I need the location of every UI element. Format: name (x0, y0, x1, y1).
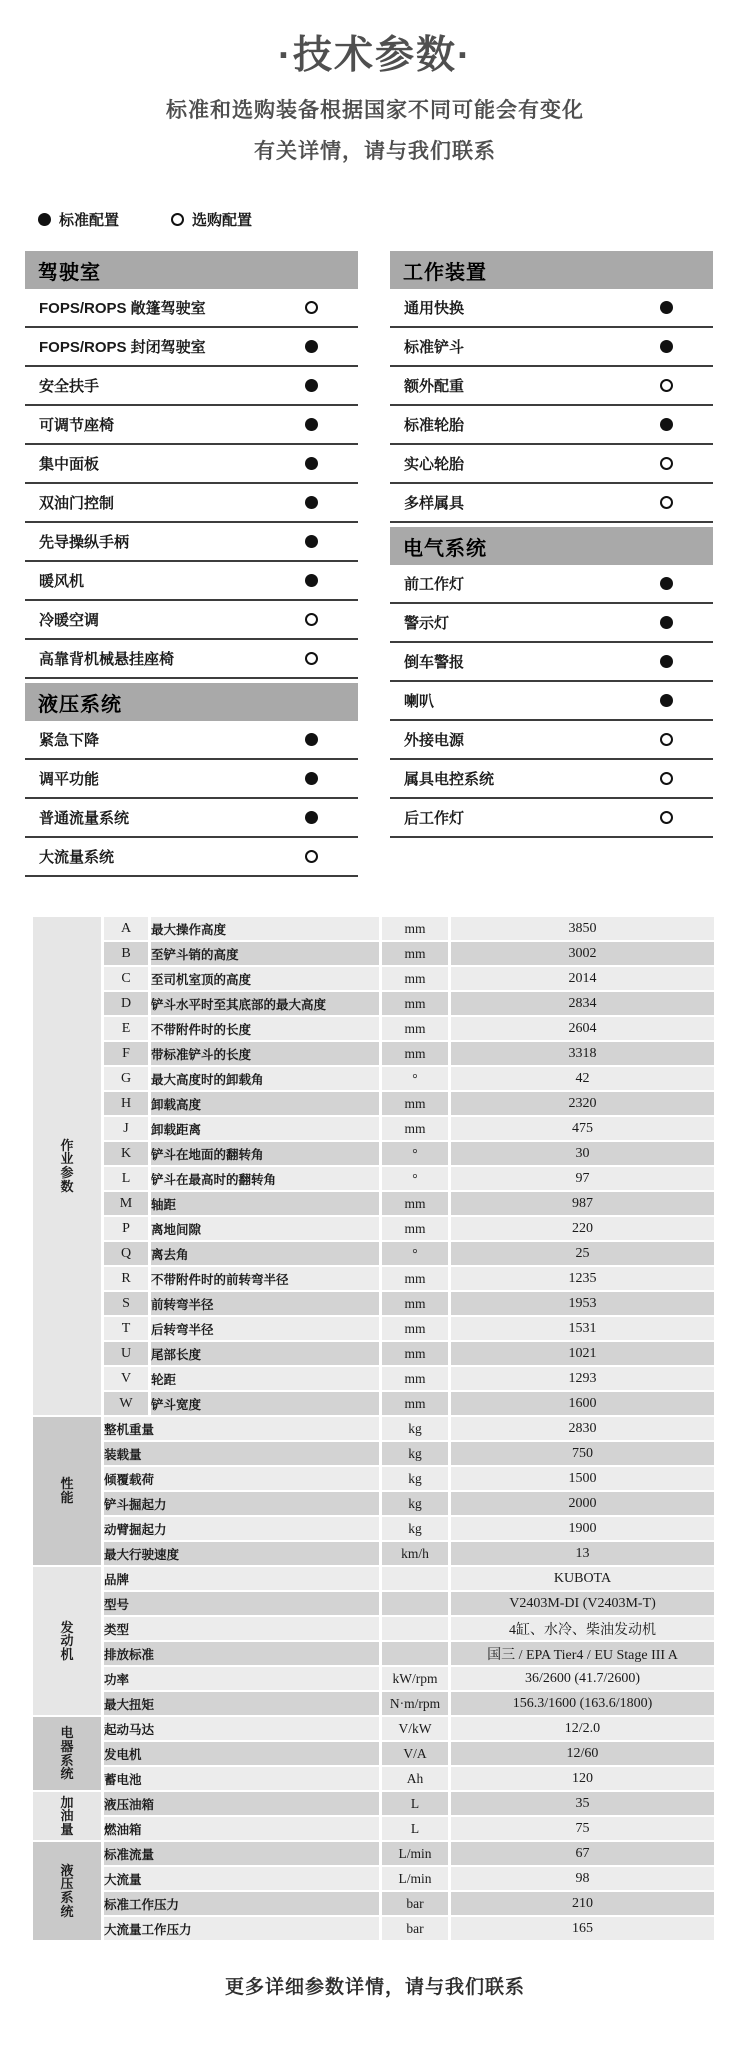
spec-unit: bar (382, 1917, 448, 1940)
config-row (390, 760, 713, 799)
spec-value: 98 (451, 1867, 714, 1890)
spec-unit: mm (382, 1042, 448, 1065)
spec-value: 165 (451, 1917, 714, 1940)
config-row (25, 445, 358, 484)
empty-circle-icon (171, 213, 184, 226)
config-item-label: FOPS/ROPS 封闭驾驶室 (39, 339, 206, 356)
spec-row (33, 1192, 714, 1215)
spec-dimension-letter: F (104, 1042, 148, 1065)
spec-row (33, 1017, 714, 1040)
spec-row (33, 1492, 714, 1515)
spec-value: 30 (451, 1142, 714, 1165)
spec-item-label: 最大扭矩 (104, 1692, 379, 1715)
spec-item-label: 最大高度时的卸载角 (151, 1067, 379, 1090)
spec-value: 12/2.0 (451, 1717, 714, 1740)
spec-value: 25 (451, 1242, 714, 1265)
spec-value: 67 (451, 1842, 714, 1865)
filled-circle-icon (660, 694, 673, 707)
spec-item-label: 至司机室顶的高度 (151, 967, 379, 990)
empty-circle-icon (305, 850, 318, 863)
spec-value: 3002 (451, 942, 714, 965)
config-item-label: 倒车警报 (404, 654, 465, 671)
spec-dimension-letter: B (104, 942, 148, 965)
spec-unit: L (382, 1817, 448, 1840)
spec-item-label: 排放标准 (104, 1642, 379, 1665)
spec-dimension-letter: H (104, 1092, 148, 1115)
spec-item-label: 不带附件时的长度 (151, 1017, 379, 1040)
spec-category-label: 发 动 机 (33, 1567, 101, 1715)
config-row (25, 799, 358, 838)
config-row (25, 760, 358, 799)
spec-value: 35 (451, 1792, 714, 1815)
spec-dimension-letter: D (104, 992, 148, 1015)
config-row (390, 799, 713, 838)
filled-circle-icon (305, 733, 318, 746)
spec-row (33, 967, 714, 990)
config-row (25, 640, 358, 679)
spec-unit: mm (382, 1217, 448, 1240)
spec-dimension-letter: V (104, 1367, 148, 1390)
config-item-label: 可调节座椅 (39, 417, 115, 434)
spec-value: 1293 (451, 1367, 714, 1390)
spec-unit: V/A (382, 1742, 448, 1765)
spec-item-label: 铲斗水平时至其底部的最大高度 (151, 992, 379, 1015)
spec-value: 1953 (451, 1292, 714, 1315)
config-section-header: 驾驶室 (25, 251, 358, 289)
spec-value: 2834 (451, 992, 714, 1015)
spec-row (33, 1792, 714, 1815)
config-section (25, 251, 358, 679)
spec-item-label: 前转弯半径 (151, 1292, 379, 1315)
spec-item-label: 带标准铲斗的长度 (151, 1042, 379, 1065)
spec-unit: N·m/rpm (382, 1692, 448, 1715)
spec-row (33, 917, 714, 940)
spec-row (33, 942, 714, 965)
spec-row (33, 1892, 714, 1915)
config-item-label: 高靠背机械悬挂座椅 (39, 651, 175, 668)
filled-circle-icon (305, 457, 318, 470)
config-row (390, 367, 713, 406)
spec-item-label: 发电机 (104, 1742, 379, 1765)
spec-row (33, 1542, 714, 1565)
spec-item-label: 卸载高度 (151, 1092, 379, 1115)
spec-unit: mm (382, 1342, 448, 1365)
spec-row (33, 1342, 714, 1365)
config-row (390, 484, 713, 523)
spec-row (33, 1592, 714, 1615)
spec-unit: L (382, 1792, 448, 1815)
spec-category-label: 性 能 (33, 1417, 101, 1565)
spec-dimension-letter: K (104, 1142, 148, 1165)
spec-unit: Ah (382, 1767, 448, 1790)
spec-dimension-letter: M (104, 1192, 148, 1215)
config-item-label: 标准铲斗 (404, 339, 465, 356)
filled-circle-icon (305, 379, 318, 392)
filled-circle-icon (38, 213, 51, 226)
legend (38, 209, 750, 230)
spec-item-label: 铲斗宽度 (151, 1392, 379, 1415)
config-item-label: 属具电控系统 (404, 771, 495, 788)
spec-row (33, 1392, 714, 1415)
spec-item-label: 铲斗掘起力 (104, 1492, 379, 1515)
spec-table (30, 915, 717, 1942)
filled-circle-icon (305, 340, 318, 353)
spec-value: 2320 (451, 1092, 714, 1115)
config-column-right (390, 251, 713, 877)
spec-row (33, 1517, 714, 1540)
spec-value: 1600 (451, 1392, 714, 1415)
empty-circle-icon (660, 379, 673, 392)
config-section-header: 电气系统 (390, 527, 713, 565)
spec-row (33, 1917, 714, 1940)
spec-item-label: 大流量 (104, 1867, 379, 1890)
spec-unit: mm (382, 1117, 448, 1140)
spec-unit: ° (382, 1242, 448, 1265)
spec-value: 987 (451, 1192, 714, 1215)
spec-value: 2604 (451, 1017, 714, 1040)
spec-row (33, 1742, 714, 1765)
spec-item-label: 铲斗在地面的翻转角 (151, 1142, 379, 1165)
spec-category-label: 电 器 系 统 (33, 1717, 101, 1790)
config-columns (25, 251, 750, 877)
spec-unit: L/min (382, 1867, 448, 1890)
spec-value: 210 (451, 1892, 714, 1915)
subtitle-line-1: 标准和选购装备根据国家不同可能会有变化 (166, 99, 584, 122)
spec-unit: kW/rpm (382, 1667, 448, 1690)
config-item-label: 紧急下降 (39, 732, 100, 749)
spec-value: 120 (451, 1767, 714, 1790)
config-item-label: 先导操纵手柄 (39, 534, 130, 551)
spec-category-label: 液 压 系 统 (33, 1842, 101, 1940)
filled-circle-icon (660, 340, 673, 353)
spec-row (33, 1067, 714, 1090)
legend-standard (38, 209, 119, 230)
spec-row (33, 1267, 714, 1290)
legend-optional-label: 选购配置 (192, 212, 253, 229)
spec-unit: mm (382, 1267, 448, 1290)
spec-item-label: 不带附件时的前转弯半径 (151, 1267, 379, 1290)
spec-item-label: 至铲斗销的高度 (151, 942, 379, 965)
spec-unit: V/kW (382, 1717, 448, 1740)
spec-value: 4缸、水冷、柴油发动机 (451, 1617, 714, 1640)
config-row (25, 523, 358, 562)
spec-unit: ° (382, 1167, 448, 1190)
filled-circle-icon (660, 616, 673, 629)
config-item-label: 集中面板 (39, 456, 100, 473)
empty-circle-icon (660, 496, 673, 509)
spec-dimension-letter: W (104, 1392, 148, 1415)
spec-row (33, 1767, 714, 1790)
footer-note: 更多详细参数详情，请与我们联系 (224, 1977, 525, 1998)
spec-item-label: 功率 (104, 1667, 379, 1690)
spec-unit: ° (382, 1067, 448, 1090)
spec-item-label: 装载量 (104, 1442, 379, 1465)
spec-unit (382, 1642, 448, 1665)
filled-circle-icon (305, 418, 318, 431)
spec-unit: mm (382, 1367, 448, 1390)
spec-row (33, 1242, 714, 1265)
spec-dimension-letter: L (104, 1167, 148, 1190)
spec-row (33, 1117, 714, 1140)
config-item-label: 标准轮胎 (404, 417, 465, 434)
spec-unit: mm (382, 1392, 448, 1415)
spec-unit: km/h (382, 1542, 448, 1565)
filled-circle-icon (305, 772, 318, 785)
spec-value: 36/2600 (41.7/2600) (451, 1667, 714, 1690)
spec-item-label: 液压油箱 (104, 1792, 379, 1815)
spec-category-label: 作 业 参 数 (33, 917, 101, 1415)
config-row (390, 406, 713, 445)
spec-unit: mm (382, 992, 448, 1015)
config-row (25, 328, 358, 367)
spec-item-label: 轴距 (151, 1192, 379, 1215)
spec-unit: mm (382, 1092, 448, 1115)
spec-unit: mm (382, 917, 448, 940)
filled-circle-icon (660, 301, 673, 314)
spec-value: 2830 (451, 1417, 714, 1440)
empty-circle-icon (660, 772, 673, 785)
spec-row (33, 1142, 714, 1165)
spec-value: 12/60 (451, 1742, 714, 1765)
spec-row (33, 1467, 714, 1490)
spec-row (33, 1417, 714, 1440)
spec-unit (382, 1567, 448, 1590)
config-section (390, 527, 713, 838)
spec-dimension-letter: C (104, 967, 148, 990)
spec-item-label: 倾覆载荷 (104, 1467, 379, 1490)
spec-value: 75 (451, 1817, 714, 1840)
config-row (390, 682, 713, 721)
config-row (25, 406, 358, 445)
config-row (25, 484, 358, 523)
spec-row (33, 1092, 714, 1115)
spec-item-label: 离去角 (151, 1242, 379, 1265)
legend-optional (171, 209, 252, 230)
filled-circle-icon (305, 496, 318, 509)
spec-value: 1531 (451, 1317, 714, 1340)
spec-unit (382, 1592, 448, 1615)
spec-unit: mm (382, 942, 448, 965)
config-item-label: 实心轮胎 (404, 456, 465, 473)
config-row (25, 562, 358, 601)
spec-value: 1900 (451, 1517, 714, 1540)
spec-unit: mm (382, 1017, 448, 1040)
spec-dimension-letter: Q (104, 1242, 148, 1265)
config-row (390, 565, 713, 604)
config-item-label: 普通流量系统 (39, 810, 130, 827)
filled-circle-icon (305, 574, 318, 587)
spec-value: 220 (451, 1217, 714, 1240)
spec-value: 13 (451, 1542, 714, 1565)
spec-item-label: 卸载距离 (151, 1117, 379, 1140)
spec-row (33, 1567, 714, 1590)
spec-dimension-letter: J (104, 1117, 148, 1140)
filled-circle-icon (305, 535, 318, 548)
config-row (390, 721, 713, 760)
spec-row (33, 1642, 714, 1665)
spec-dimension-letter: G (104, 1067, 148, 1090)
config-row (25, 838, 358, 877)
spec-item-label: 整机重量 (104, 1417, 379, 1440)
spec-item-label: 轮距 (151, 1367, 379, 1390)
subtitle-line-2: 有关详情，请与我们联系 (254, 140, 496, 163)
spec-item-label: 品牌 (104, 1567, 379, 1590)
spec-value: 3850 (451, 917, 714, 940)
config-item-label: 安全扶手 (39, 378, 100, 395)
config-item-label: 冷暖空调 (39, 612, 100, 629)
spec-unit: kg (382, 1492, 448, 1515)
spec-row (33, 1367, 714, 1390)
filled-circle-icon (305, 811, 318, 824)
spec-row (33, 1317, 714, 1340)
config-section-header: 工作装置 (390, 251, 713, 289)
spec-value: 2000 (451, 1492, 714, 1515)
config-section-header: 液压系统 (25, 683, 358, 721)
config-row (390, 643, 713, 682)
config-column-left (25, 251, 358, 877)
spec-item-label: 标准流量 (104, 1842, 379, 1865)
spec-item-label: 后转弯半径 (151, 1317, 379, 1340)
spec-item-label: 标准工作压力 (104, 1892, 379, 1915)
empty-circle-icon (305, 652, 318, 665)
legend-standard-label: 标准配置 (59, 212, 120, 229)
spec-value: 1500 (451, 1467, 714, 1490)
spec-item-label: 大流量工作压力 (104, 1917, 379, 1940)
config-item-label: 多样属具 (404, 495, 465, 512)
config-item-label: FOPS/ROPS 敞篷驾驶室 (39, 300, 206, 317)
spec-item-label: 最大行驶速度 (104, 1542, 379, 1565)
config-section (25, 683, 358, 877)
spec-dimension-letter: P (104, 1217, 148, 1240)
spec-value: 475 (451, 1117, 714, 1140)
config-item-label: 前工作灯 (404, 576, 465, 593)
config-item-label: 调平功能 (39, 771, 100, 788)
config-row (390, 328, 713, 367)
spec-dimension-letter: R (104, 1267, 148, 1290)
filled-circle-icon (660, 577, 673, 590)
config-item-label: 通用快换 (404, 300, 465, 317)
spec-item-label: 型号 (104, 1592, 379, 1615)
config-item-label: 暖风机 (39, 573, 85, 590)
spec-item-label: 蓄电池 (104, 1767, 379, 1790)
spec-value: 750 (451, 1442, 714, 1465)
config-row (25, 367, 358, 406)
spec-item-label: 尾部长度 (151, 1342, 379, 1365)
spec-item-label: 铲斗在最高时的翻转角 (151, 1167, 379, 1190)
empty-circle-icon (305, 613, 318, 626)
config-item-label: 后工作灯 (404, 810, 465, 827)
spec-dimension-letter: S (104, 1292, 148, 1315)
filled-circle-icon (660, 655, 673, 668)
spec-unit: bar (382, 1892, 448, 1915)
spec-unit: mm (382, 967, 448, 990)
spec-dimension-letter: T (104, 1317, 148, 1340)
spec-value: 1235 (451, 1267, 714, 1290)
spec-row (33, 1717, 714, 1740)
spec-row (33, 1867, 714, 1890)
config-item-label: 额外配重 (404, 378, 465, 395)
spec-row (33, 1442, 714, 1465)
spec-item-label: 动臂掘起力 (104, 1517, 379, 1540)
spec-item-label: 燃油箱 (104, 1817, 379, 1840)
empty-circle-icon (660, 733, 673, 746)
spec-row (33, 1167, 714, 1190)
spec-unit: kg (382, 1517, 448, 1540)
empty-circle-icon (660, 811, 673, 824)
spec-row (33, 1292, 714, 1315)
spec-row (33, 1667, 714, 1690)
config-row (25, 289, 358, 328)
spec-unit: ° (382, 1142, 448, 1165)
spec-dimension-letter: E (104, 1017, 148, 1040)
spec-value: 156.3/1600 (163.6/1800) (451, 1692, 714, 1715)
spec-item-label: 离地间隙 (151, 1217, 379, 1240)
spec-unit (382, 1617, 448, 1640)
spec-unit: kg (382, 1467, 448, 1490)
spec-row (33, 1217, 714, 1240)
spec-dimension-letter: A (104, 917, 148, 940)
spec-value: 1021 (451, 1342, 714, 1365)
spec-row (33, 1692, 714, 1715)
spec-value: 3318 (451, 1042, 714, 1065)
spec-row (33, 1042, 714, 1065)
spec-row (33, 1842, 714, 1865)
spec-item-label: 最大操作高度 (151, 917, 379, 940)
spec-unit: L/min (382, 1842, 448, 1865)
spec-row (33, 1617, 714, 1640)
config-item-label: 警示灯 (404, 615, 450, 632)
spec-category-label: 加 油 量 (33, 1792, 101, 1840)
spec-value: KUBOTA (451, 1567, 714, 1590)
spec-item-label: 起动马达 (104, 1717, 379, 1740)
spec-row (33, 992, 714, 1015)
config-row (25, 601, 358, 640)
spec-row (33, 1817, 714, 1840)
empty-circle-icon (305, 301, 318, 314)
spec-value: 2014 (451, 967, 714, 990)
spec-unit: kg (382, 1417, 448, 1440)
config-section (390, 251, 713, 523)
spec-value: V2403M-DI (V2403M-T) (451, 1592, 714, 1615)
spec-value: 42 (451, 1067, 714, 1090)
config-row (390, 445, 713, 484)
config-row (25, 721, 358, 760)
spec-dimension-letter: U (104, 1342, 148, 1365)
filled-circle-icon (660, 418, 673, 431)
spec-unit: mm (382, 1292, 448, 1315)
spec-item-label: 类型 (104, 1617, 379, 1640)
spec-value: 97 (451, 1167, 714, 1190)
page-title: ·技术参数· (278, 34, 472, 77)
spec-unit: mm (382, 1192, 448, 1215)
config-row (390, 289, 713, 328)
config-row (390, 604, 713, 643)
spec-unit: mm (382, 1317, 448, 1340)
config-item-label: 双油门控制 (39, 495, 115, 512)
config-item-label: 大流量系统 (39, 849, 115, 866)
spec-table-wrap (30, 915, 750, 1942)
empty-circle-icon (660, 457, 673, 470)
spec-unit: kg (382, 1442, 448, 1465)
config-item-label: 外接电源 (404, 732, 465, 749)
spec-value: 国三 / EPA Tier4 / EU Stage III A (451, 1642, 714, 1665)
config-item-label: 喇叭 (404, 693, 435, 710)
spec-sheet-page (0, 24, 750, 2029)
